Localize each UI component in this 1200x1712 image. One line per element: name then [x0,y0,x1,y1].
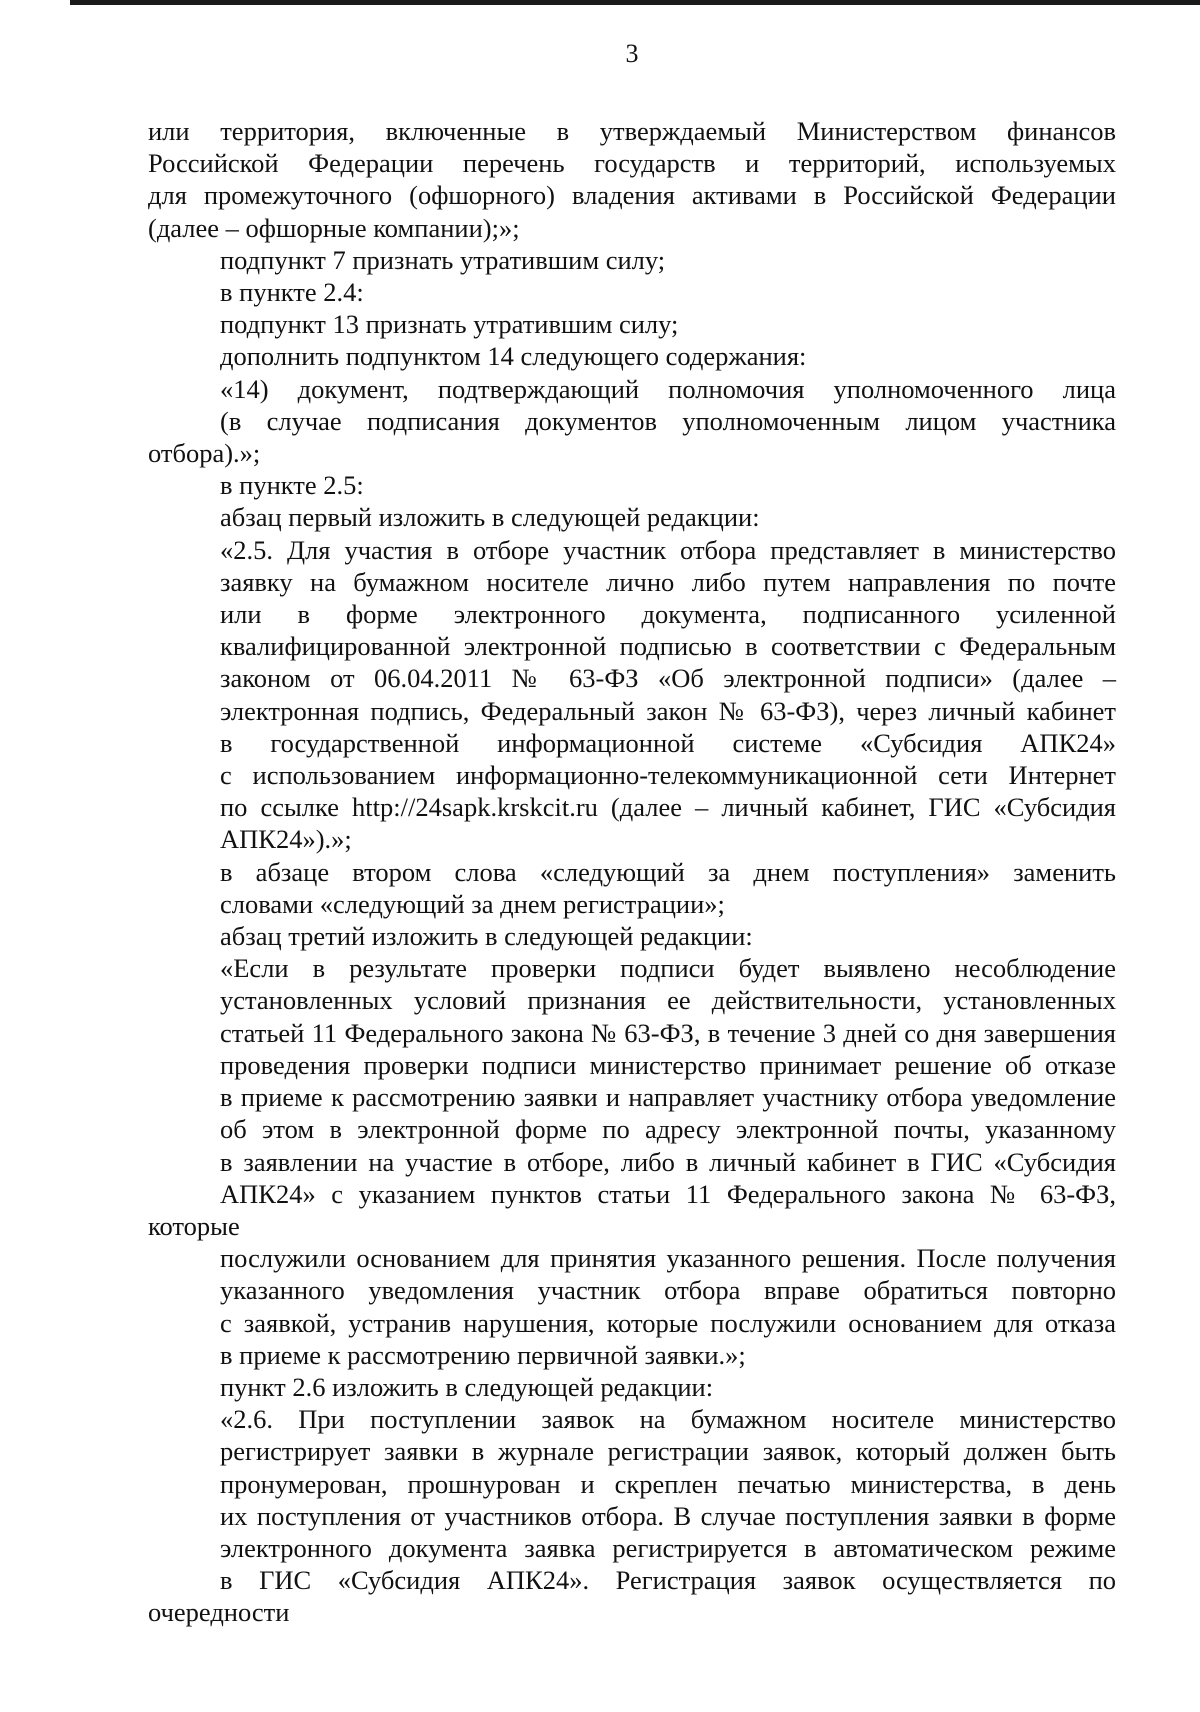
text-line: с заявкой, устранив нарушения, которые послужили основанием для отказа [220,1307,1116,1338]
text-line: в приеме к рассмотрению первичной заявки.»; [220,1339,746,1370]
text-line: «Если в результате проверки подписи будет выявлено несоблюдение [220,953,1116,984]
text-line: подпункт 13 признать утратившим силу; [220,309,679,340]
paragraph [148,920,1116,952]
text-line: словами «следующий за днем регистрации»; [220,888,725,919]
text-line: указанного уведомления участник отбора вправе обратиться повторно [220,1275,1116,1306]
text-line: об этом в электронной форме по адресу электронной почты, указанному [220,1114,1116,1145]
text-line: пронумерован, прошнурован и скреплен печатью министерства, в день [220,1468,1116,1499]
text-line: (далее – офшорные компании);»; [148,212,520,243]
text-line: их поступления от участников отбора. В случае поступления заявки в форме [220,1500,1116,1531]
text-line: установленных условий признания ее действительности, установленных [220,985,1116,1016]
paragraph [148,501,1116,533]
text-line: в государственной информационной системе «Субсидия АПК24» [220,727,1116,758]
text-line: «2.5. Для участия в отборе участник отбора представляет в министерство [220,534,1116,565]
paragraph [148,115,1116,244]
text-line: подпункт 7 признать утратившим силу; [220,244,666,275]
text-line: для промежуточного (офшорного) владения активами в Российской Федерации [148,180,1116,211]
paragraph [148,469,1116,501]
text-line: в пункте 2.4: [220,277,364,308]
text-line: квалифицированной электронной подписью в соответствии с Федеральным [220,631,1116,662]
text-line: или в форме электронного документа, подписанного усиленной [220,599,1116,630]
text-line: АПК24» с указанием пунктов статьи 11 Федерального закона № 63-ФЗ, которые [148,1178,1116,1241]
text-line: в заявлении на участие в отборе, либо в личный кабинет в ГИС «Субсидия [220,1146,1116,1177]
text-line: с использованием информационно-телекоммуникационной сети Интернет [220,760,1116,791]
paragraph [148,244,1116,276]
text-line: или территория, включенные в утверждаемый Министерством финансов [148,116,1116,146]
text-line: в приеме к рассмотрению заявки и направляет участнику отбора уведомление [220,1082,1116,1113]
text-line: «14) документ, подтверждающий полномочия уполномоченного лица [220,373,1116,404]
paragraph [148,1403,1116,1628]
paragraph [148,1371,1116,1403]
text-line: послужили основанием для принятия указанного решения. После получения [220,1243,1116,1274]
paragraph [148,276,1116,308]
text-line: абзац первый изложить в следующей редакции: [220,502,760,533]
text-line: Российской Федерации перечень государств и территорий, используемых [148,148,1116,179]
text-line: АПК24»).»; [220,824,352,855]
text-line: (в случае подписания документов уполномоченным лицом участника отбора).»; [148,405,1116,469]
page-number: 3 [625,39,639,68]
paragraph [148,373,1116,470]
text-line: электронная подпись, Федеральный закон № 63-ФЗ), через личный кабинет [220,695,1116,726]
paragraph [148,308,1116,340]
text-line: в абзаце втором слова «следующий за днем поступления» заменить [220,856,1116,887]
text-line: пункт 2.6 изложить в следующей редакции: [220,1371,714,1402]
scan-top-edge [70,0,1200,5]
text-line: по ссылке http://24sapk.krskcit.ru (далее – личный кабинет, ГИС «Субсидия [220,792,1116,823]
text-line: дополнить подпунктом 14 следующего содержания: [220,341,807,372]
text-line: в пункте 2.5: [220,470,364,501]
paragraph [148,340,1116,372]
text-line: законом от 06.04.2011 № 63-ФЗ «Об электронной подписи» (далее – [220,663,1116,694]
text-line: статьей 11 Федерального закона № 63-ФЗ, в течение 3 дней со дня завершения [220,1017,1116,1048]
text-line: регистрирует заявки в журнале регистрации заявок, который должен быть [220,1436,1116,1467]
text-line: «2.6. При поступлении заявок на бумажном носителе министерство [220,1404,1116,1435]
text-line: электронного документа заявка регистрируется в автоматическом режиме [220,1532,1116,1563]
text-line: заявку на бумажном носителе лично либо путем направления по почте [220,566,1116,597]
document-body [148,115,1116,1629]
paragraph [148,856,1116,920]
paragraph [148,534,1116,856]
text-line: проведения проверки подписи министерство принимает решение об отказе [220,1049,1116,1080]
text-line: абзац третий изложить в следующей редакции: [220,921,753,952]
paragraph [148,952,1116,1371]
text-line: в ГИС «Субсидия АПК24». Регистрация заявок осуществляется по очередности [148,1565,1116,1628]
